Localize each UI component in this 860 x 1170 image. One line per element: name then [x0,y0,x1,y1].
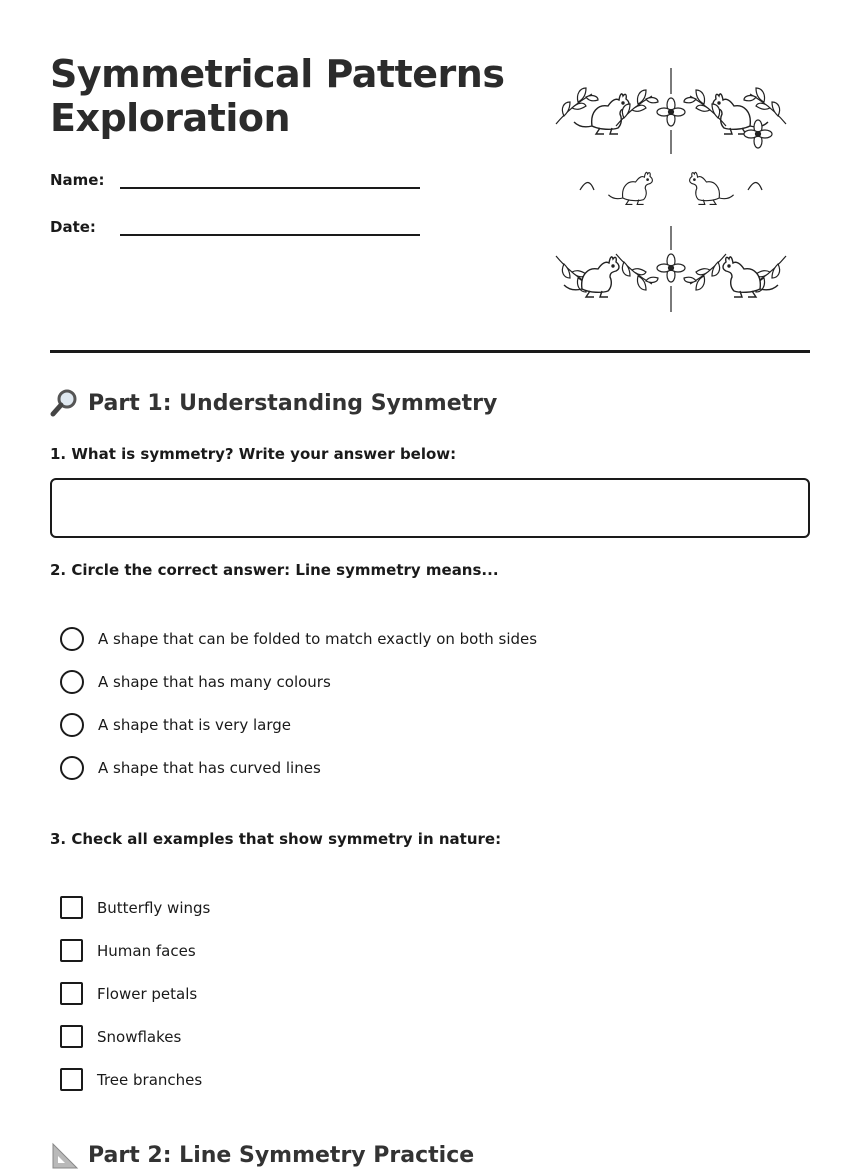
date-field[interactable] [120,212,420,236]
q3-option-label: Flower petals [97,984,198,1003]
radio-circle[interactable] [60,713,84,737]
page-title [50,52,520,140]
date-field-row [50,212,420,236]
q3-option-label: Butterfly wings [97,898,211,917]
q3-option-4[interactable] [60,1025,181,1048]
checkbox[interactable] [60,896,83,919]
q2-option-4[interactable] [60,756,321,780]
q3-option-label: Human faces [97,941,196,960]
q3-option-label: Tree branches [97,1070,203,1089]
checkbox[interactable] [60,1025,83,1048]
question-1: 1. What is symmetry? Write your answer below: [50,445,457,463]
part2-heading [50,1140,474,1170]
checkbox[interactable] [60,1068,83,1091]
radio-circle[interactable] [60,627,84,651]
worksheet-header [50,52,810,353]
date-label: Date: [50,218,96,236]
flower-top-center [657,98,685,126]
worksheet-page [50,52,810,1168]
name-field-row [50,165,420,189]
checkbox[interactable] [60,939,83,962]
sprig-bottom-left-2 [616,254,658,290]
q2-option-2[interactable] [60,670,331,694]
q2-option-label: A shape that has curved lines [98,759,321,777]
checkbox[interactable] [60,982,83,1005]
q2-option-3[interactable] [60,713,291,737]
q2-option-label: A shape that can be folded to match exactly on both sides [98,630,538,648]
q3-option-3[interactable] [60,982,197,1005]
kangaroo-bottom-right [723,257,778,297]
kangaroo-center-right [690,172,734,204]
kangaroo-bottom-left [564,257,619,297]
triangular-ruler-icon [50,1140,80,1170]
flower-bottom-center [657,254,685,282]
part1-title: Part 1: Understanding Symmetry [88,390,498,416]
title-line-2: Exploration [50,96,291,140]
part2-title: Part 2: Line Symmetry Practice [88,1142,475,1168]
q3-option-label: Snowflakes [97,1027,182,1046]
title-line-1: Symmetrical Patterns [50,52,505,96]
question-3: 3. Check all examples that show symmetry in nature: [50,830,502,848]
question-2: 2. Circle the correct answer: Line symmetry means... [50,561,499,579]
q2-option-1[interactable] [60,627,537,651]
magnifying-glass-icon [50,388,80,418]
q2-option-label: A shape that has many colours [98,673,331,691]
symmetry-illustration [546,64,796,316]
name-field[interactable] [120,165,420,189]
kangaroo-center-left [608,172,652,204]
q2-option-label: A shape that is very large [98,716,291,734]
sprig-bottom-right-2 [684,254,726,290]
part1-heading [50,388,497,418]
name-label: Name: [50,171,105,189]
q3-option-2[interactable] [60,939,196,962]
q1-answer-box[interactable] [50,478,810,538]
radio-circle[interactable] [60,670,84,694]
q3-option-5[interactable] [60,1068,202,1091]
radio-circle[interactable] [60,756,84,780]
q3-option-1[interactable] [60,896,210,919]
